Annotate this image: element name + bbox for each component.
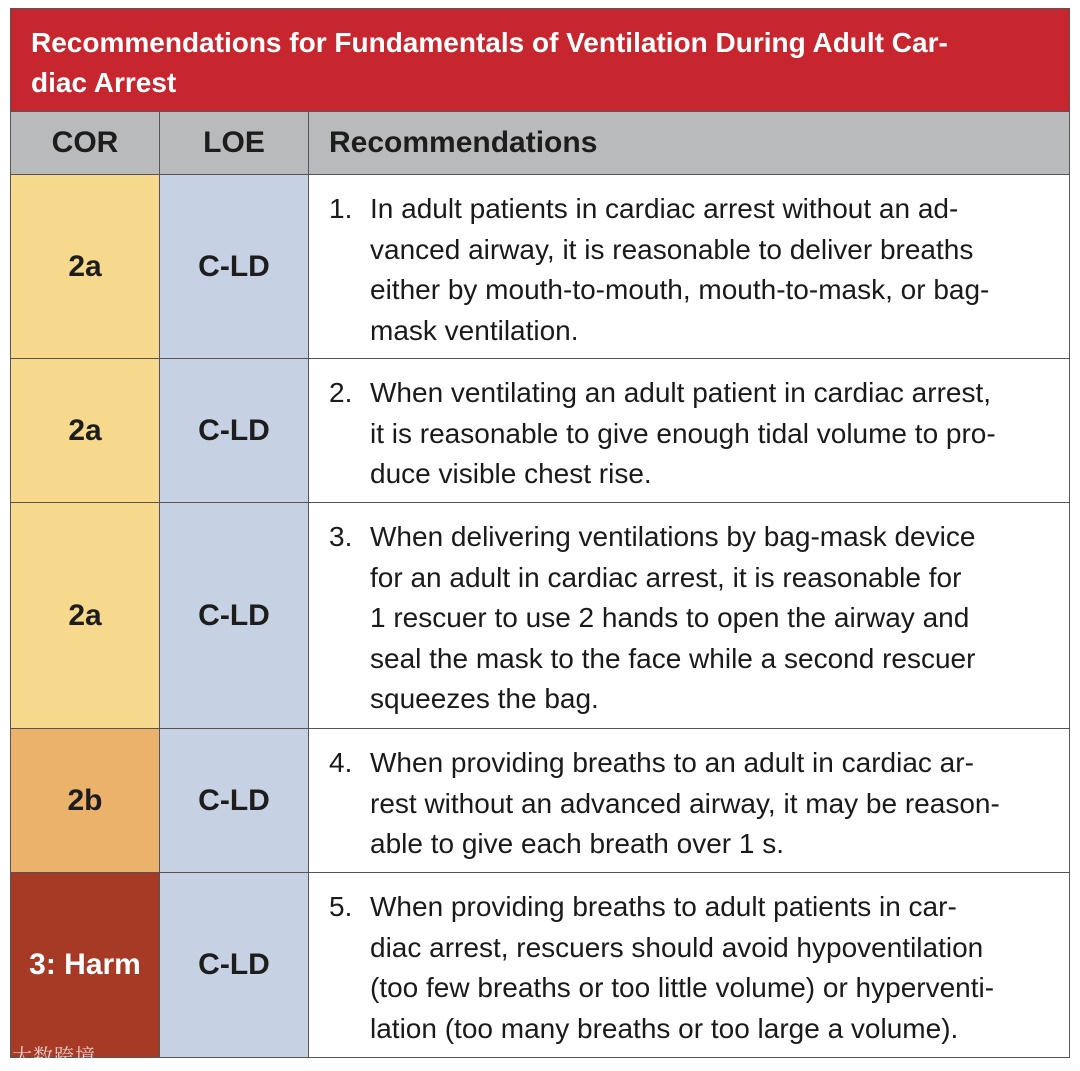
table-row [11, 359, 1069, 503]
watermark: 大数跨境 [12, 1044, 96, 1068]
header-cor: COR [11, 112, 160, 174]
cor-cell: 2a [11, 359, 160, 502]
table-row [11, 503, 1069, 729]
table-title-text: Recommendations for Fundamentals of Ventilation During Adult Car- diac Arrest [31, 27, 948, 98]
table-row [11, 729, 1069, 873]
recommendation-number: 2. [329, 377, 353, 408]
loe-cell: C-LD [160, 873, 309, 1057]
table-row [11, 175, 1069, 359]
table-title [11, 9, 1069, 111]
cor-cell: 2a [11, 503, 160, 728]
header-loe: LOE [160, 112, 309, 174]
recommendations-table [10, 8, 1070, 1058]
loe-cell: C-LD [160, 359, 309, 502]
recommendation-number: 4. [329, 747, 353, 778]
header-recommendations: Recommendations [329, 126, 598, 159]
recommendation-text: When delivering ventilations by bag-mask device for an adult in cardiac arrest, it is reasonable for 1 rescuer to use 2 hands to open the airway and seal the mask to the face while a second rescuer squeezes the bag. [370, 521, 976, 714]
loe-cell: C-LD [160, 175, 309, 358]
recommendation-cell [309, 359, 1069, 502]
recommendation-cell [309, 175, 1069, 358]
cor-cell: 2b [11, 729, 160, 872]
recommendation-text: When providing breaths to adult patients in car- diac arrest, rescuers should avoid hypoventilation (too few breaths or too little volume) or hyperventi- lation (too many breaths or too large a volume). [370, 891, 995, 1044]
recommendation-cell [309, 729, 1069, 872]
recommendation-number: 1. [329, 193, 353, 224]
loe-cell: C-LD [160, 503, 309, 728]
recommendation-text: When ventilating an adult patient in cardiac arrest, it is reasonable to give enough tidal volume to pro- duce visible chest rise. [370, 377, 996, 489]
cor-cell: 3: Harm [11, 873, 160, 1057]
recommendation-cell [309, 873, 1069, 1057]
table-row [11, 873, 1069, 1057]
loe-cell: C-LD [160, 729, 309, 872]
recommendation-text: When providing breaths to an adult in cardiac ar- rest without an advanced airway, it may be reason- able to give each breath over 1 s. [370, 747, 1000, 859]
recommendation-number: 5. [329, 891, 353, 922]
recommendation-text: In adult patients in cardiac arrest without an ad- vanced airway, it is reasonable to deliver breaths either by mouth-to-mouth, mouth-to-mask, or bag- mask ventilation. [370, 193, 990, 346]
table-header-row [11, 111, 1069, 175]
recommendation-number: 3. [329, 521, 353, 552]
recommendation-cell [309, 503, 1069, 728]
cor-cell: 2a [11, 175, 160, 358]
